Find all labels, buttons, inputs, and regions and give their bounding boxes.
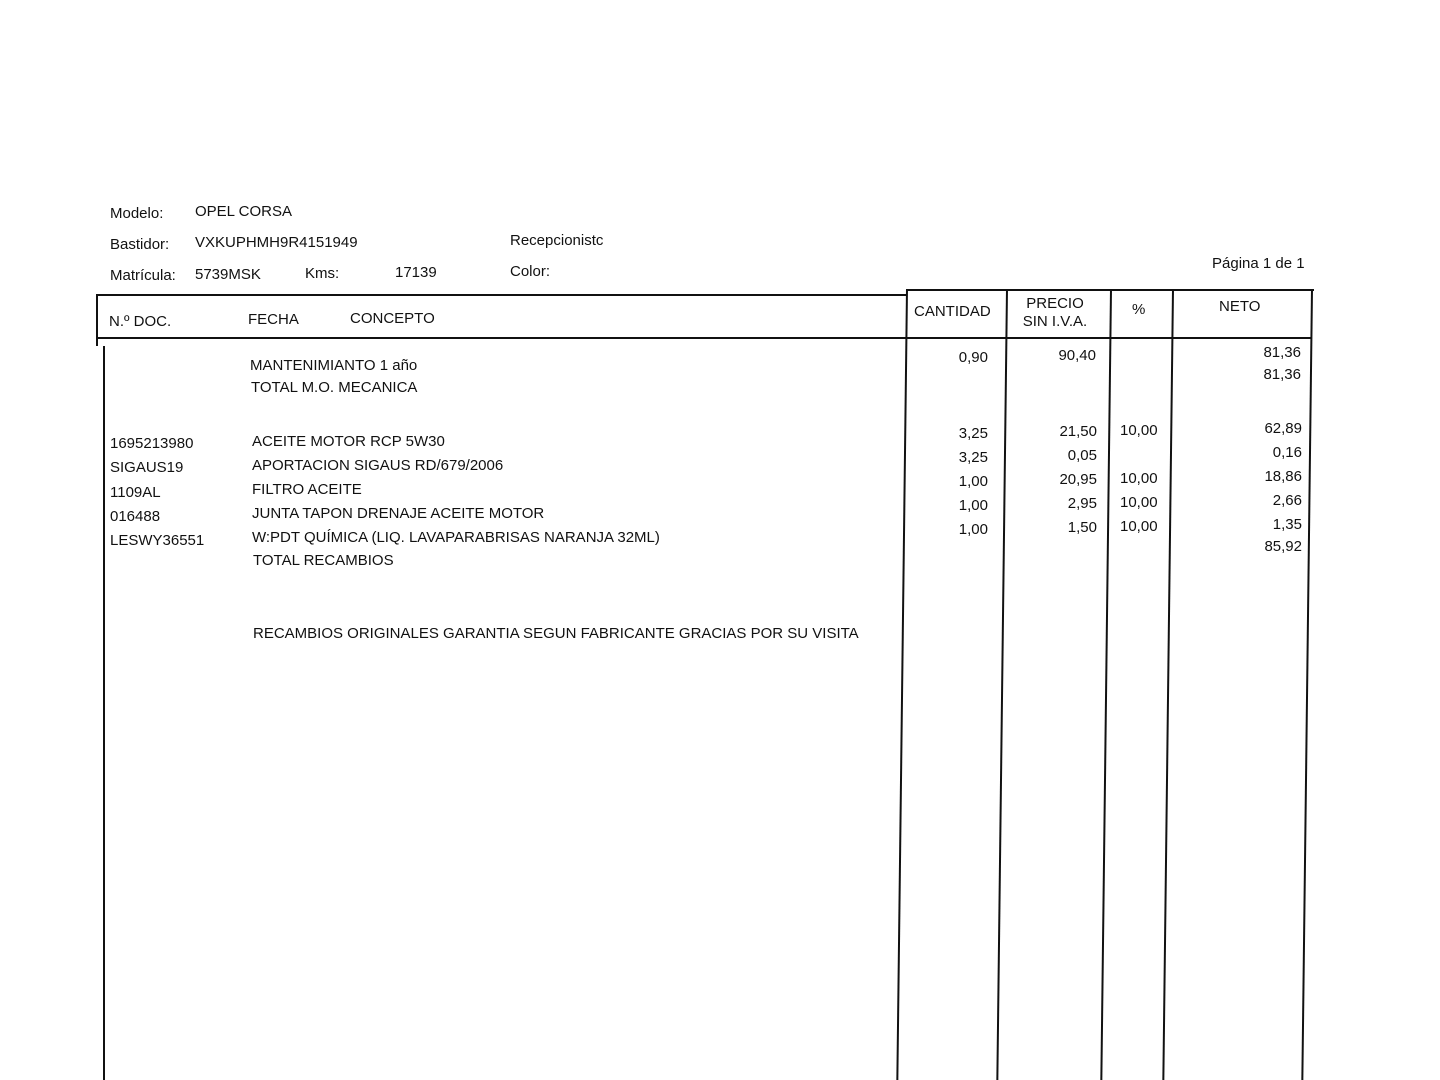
part-precio: 2,95: [1067, 495, 1097, 512]
part-concept: ACEITE MOTOR RCP 5W30: [252, 433, 445, 450]
page-indicator: Página 1 de 1: [1212, 255, 1305, 272]
header-cantidad: CANTIDAD: [914, 303, 991, 320]
part-doc: LESWY36551: [110, 532, 205, 549]
part-doc: 1695213980: [110, 435, 194, 452]
part-concept: W:PDT QUÍMICA (LIQ. LAVAPARABRISAS NARANJA 32ML): [252, 529, 660, 546]
part-doc: 016488: [110, 508, 161, 525]
part-cantidad: 3,25: [958, 449, 988, 466]
header-pct: %: [1132, 301, 1146, 318]
part-pct: 10,00: [1120, 422, 1158, 439]
part-precio: 21,50: [1059, 423, 1097, 440]
part-neto: 2,66: [1272, 492, 1302, 509]
matricula-label: Matrícula:: [110, 267, 176, 284]
color-label: Color:: [510, 263, 551, 280]
recepcionista-label: Recepcionistc: [510, 232, 604, 249]
table-left-edge: [103, 346, 105, 1080]
header-fecha: FECHA: [248, 311, 299, 328]
part-precio: 0,05: [1067, 447, 1097, 464]
part-concept: APORTACION SIGAUS RD/679/2006: [252, 457, 504, 474]
part-precio: 1,50: [1067, 519, 1097, 536]
part-cantidad: 1,00: [958, 521, 988, 538]
bastidor-label: Bastidor:: [110, 236, 170, 253]
part-neto: 18,86: [1264, 468, 1302, 485]
part-neto: 62,89: [1264, 420, 1302, 437]
modelo-value: OPEL CORSA: [195, 203, 292, 220]
col-sep-neto: [1162, 289, 1174, 1080]
part-cantidad: 3,25: [958, 425, 988, 442]
labor-cantidad: 0,90: [958, 349, 988, 366]
part-doc: SIGAUS19: [110, 459, 184, 476]
footer-note: RECAMBIOS ORIGINALES GARANTIA SEGUN FABRICANTE GRACIAS POR SU VISITA: [253, 625, 859, 642]
labor-total-value: 81,36: [1263, 366, 1301, 383]
part-neto: 1,35: [1272, 516, 1302, 533]
col-sep-cantidad: [896, 289, 908, 1080]
header-neto: NETO: [1219, 298, 1261, 315]
kms-value: 17139: [395, 264, 437, 281]
parts-total-label: TOTAL RECAMBIOS: [253, 552, 394, 569]
parts-total-value: 85,92: [1264, 538, 1302, 555]
labor-total-label: TOTAL M.O. MECANICA: [251, 379, 418, 396]
bastidor-value: VXKUPHMH9R4151949: [195, 234, 358, 251]
table-right-edge: [1301, 289, 1313, 1080]
header-ndoc: N.º DOC.: [109, 313, 172, 330]
part-pct: 10,00: [1120, 518, 1158, 535]
part-pct: 10,00: [1120, 494, 1158, 511]
labor-concept: MANTENIMIANTO 1 año: [250, 357, 418, 374]
header-concepto: CONCEPTO: [350, 310, 435, 327]
table-top-border: [96, 294, 906, 296]
header-bottom-border: [96, 337, 1312, 339]
header-sin-iva: SIN I.V.A.: [1022, 313, 1088, 330]
matricula-value: 5739MSK: [195, 266, 261, 283]
col-sep-pct: [1100, 289, 1112, 1080]
part-concept: FILTRO ACEITE: [252, 481, 362, 498]
labor-precio: 90,40: [1058, 347, 1096, 364]
col-sep-precio: [996, 289, 1008, 1080]
part-cantidad: 1,00: [958, 473, 988, 490]
labor-neto: 81,36: [1263, 344, 1301, 361]
part-concept: JUNTA TAPON DRENAJE ACEITE MOTOR: [252, 505, 545, 522]
modelo-label: Modelo:: [110, 205, 164, 222]
part-precio: 20,95: [1059, 471, 1097, 488]
part-neto: 0,16: [1272, 444, 1302, 461]
part-cantidad: 1,00: [958, 497, 988, 514]
table-left-edge-top: [96, 294, 98, 346]
part-doc: 1109AL: [110, 484, 161, 501]
part-pct: 10,00: [1120, 470, 1158, 487]
kms-label: Kms:: [305, 265, 340, 282]
header-precio: PRECIO: [1026, 295, 1084, 312]
